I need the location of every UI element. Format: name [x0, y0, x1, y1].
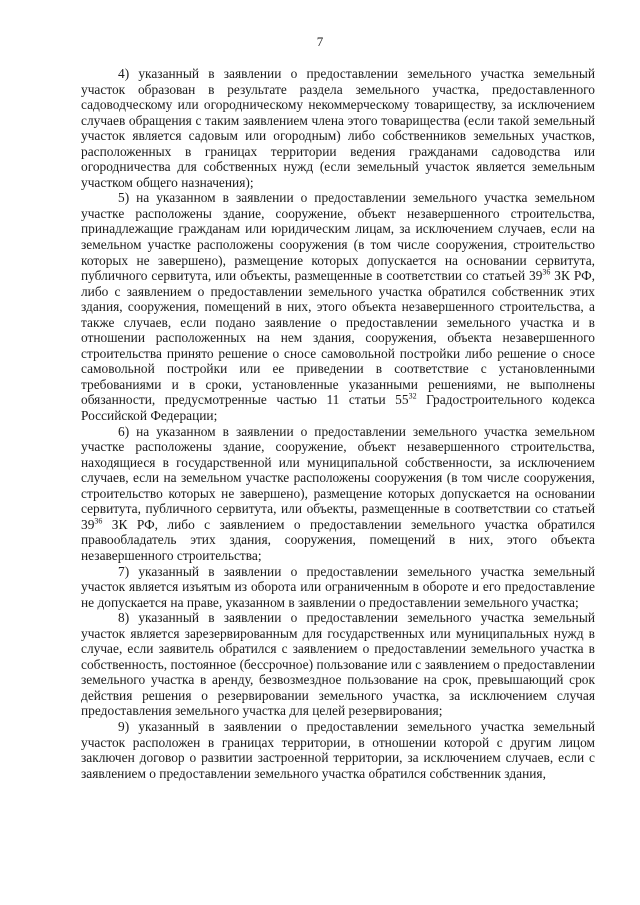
paragraph-text: 5) на указанном в заявлении о предоставлении земельного участка земельном участке расположены здание, сооружение, объект незавершенного строительства, принадлежащие гражданам или юридическим лицам, за исключением случаев, если на земельном участке расположены сооружения (в том числе сооружения, строительство которых не завершено), размещение которых допускается на основании сервитута, публичного сервитута, или объекты, размещенные в соответствии со статьей 39 [81, 190, 595, 284]
page-number: 7 [316, 34, 324, 49]
paragraph-text: Градостроительного кодекса Российской Федерации; [81, 392, 595, 424]
paragraph-text: 7) указанный в заявлении о предоставлении земельного участка земельный участок является изъятым из оборота или ограниченным в обороте и его предоставление не допускается на праве, указанном в заявлении о предоставлении земельного участка; [81, 563, 595, 610]
paragraph-item-8 [81, 610, 595, 719]
paragraph-item-6 [81, 424, 595, 564]
paragraph-item-9 [81, 719, 595, 781]
paragraph-text: 9) указанный в заявлении о предоставлении земельного участка земельный участок расположен в границах территории, в отношении которой с другим лицом заключен договор о развитии застроенной территории, за исключением случаев, если с заявлением о предоставлении земельного участка обратился собственник здания, [81, 718, 595, 781]
article-superscript: 32 [408, 392, 417, 402]
paragraph-text: 4) указанный в заявлении о предоставлении земельного участка земельный участок образован в результате раздела земельного участка, предоставленного садоводческому или огородническому некоммерческому товариществу, за исключением случаев обращения с таким заявлением члена этого товарищества (если такой земельный участок является садовым или огородным) либо собственников земельных участков, расположенных в границах территории ведения гражданами садоводства или огородничества для собственных нужд (если земельный участок является земельным участком общего назначения); [81, 66, 595, 190]
document-body [81, 66, 595, 781]
paragraph-text: 6) на указанном в заявлении о предоставлении земельного участка земельном участке расположены здание, сооружение, объект незавершенного строительства, находящиеся в государственной или муниципальной собственности, за исключением случаев, если на земельном участке расположены сооружения (в том числе сооружения, строительство которых не завершено), размещение которых допускается на основании сервитута, публичного сервитута, или объекты, размещенные в соответствии со статьей 39 [81, 423, 595, 532]
article-superscript: 36 [542, 267, 551, 277]
paragraph-item-4 [81, 66, 595, 190]
paragraph-item-7 [81, 564, 595, 611]
article-superscript: 36 [94, 516, 103, 526]
paragraph-text: 8) указанный в заявлении о предоставлении земельного участка земельный участок является зарезервированным для государственных или муниципальных нужд в случае, если заявитель обратился с заявлением о предоставлении земельного участка в собственность, постоянное (бессрочное) пользование или с заявлением о предоставлении земельного участка в аренду, безвозмездное пользование на срок, превышающий срок действия решения о резервировании земельного участка, за исключением случая предоставления земельного участка для целей резервирования; [81, 610, 595, 719]
paragraph-item-5 [81, 190, 595, 423]
paragraph-text: ЗК РФ, либо с заявлением о предоставлении земельного участка обратился собственник этих здания, сооружения, помещений в них, этого объекта незавершенного строительства, а также случаев, если подано заявление о предоставлении земельного участка и в отношении расположенных на нем здания, сооружения, объекта незавершенного строительства принято решение о сносе самовольной постройки либо решение о сносе самовольной постройки или ее приведении в соответствие с установленными требованиями и в сроки, установленные указанными решениями, не выполнены обязанности, предусмотренные частью 11 статьи 55 [81, 268, 595, 408]
paragraph-text: ЗК РФ, либо с заявлением о предоставлении земельного участка обратился правообладатель этих здания, сооружения, помещений в них, этого объекта незавершенного строительства; [81, 516, 595, 563]
